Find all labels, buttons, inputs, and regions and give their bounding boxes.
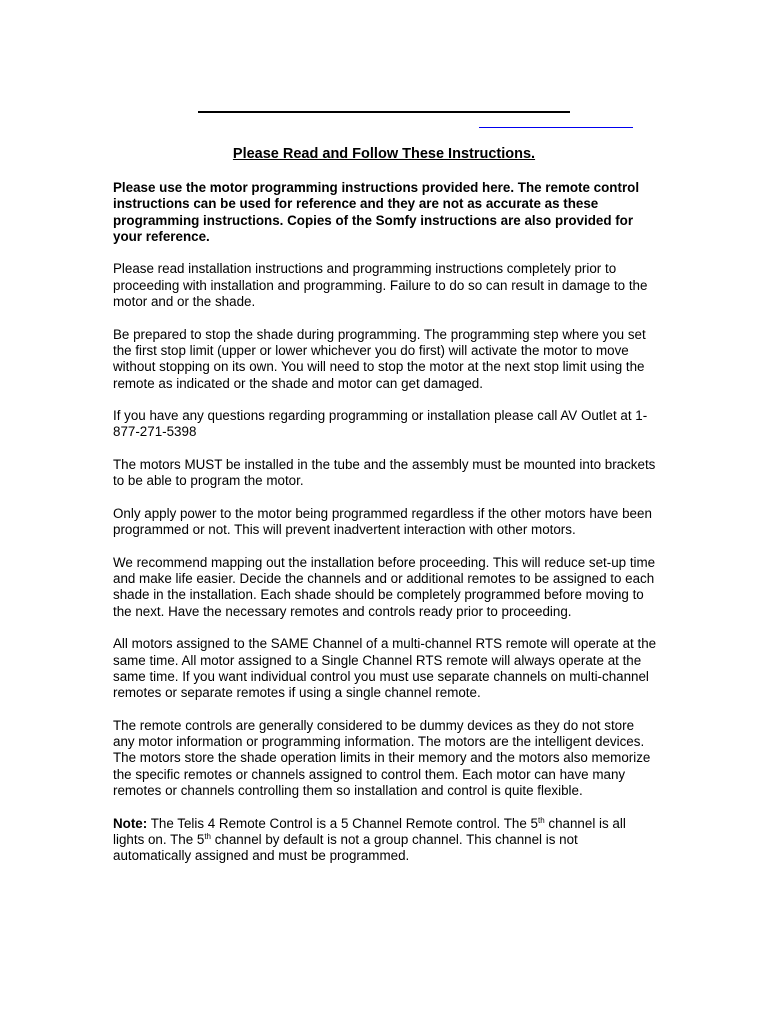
- paragraph-apply-power: Only apply power to the motor being programmed regardless if the other motors have been programmed or not. This will prevent inadvertent interaction with other motors.: [113, 505, 652, 538]
- paragraph-read-instructions: Please read installation instructions and programming instructions completely prior to proceeding with installation and programming. Failure to do so can result in damage to the motor and or the shade.: [113, 261, 648, 310]
- paragraph-mapping: We recommend mapping out the installation before proceeding. This will reduce set-up time and make life easier. Decide the channels and or additional remotes to be assigned to each shade in the installation. Each shade should be completely programmed before moving to the next. Have the necessary remotes and controls ready prior to proceeding.: [113, 554, 656, 619]
- note-paragraph: [113, 816, 658, 865]
- body-text: [113, 180, 658, 881]
- paragraph-remote-controls: The remote controls are generally considered to be dummy devices as they do not store any motor information or programming information. The motors are the intelligent devices. The motors store the shade operation limits in their memory and the motors also memorize the specific remotes or channels assigned to control them. Each motor can have many remotes or channels controlling them so installation and control is quite flexible.: [113, 717, 651, 798]
- header-link-underline[interactable]: [479, 127, 633, 128]
- paragraph-channels: All motors assigned to the SAME Channel of a multi-channel RTS remote will operate at the same time. All motor assigned to a Single Channel RTS remote will always operate at the same time. If you want individual control you must use separate channels on multi-channel remotes or separate remotes if using a single channel remote.: [113, 636, 657, 701]
- note-superscript-1: th: [538, 815, 545, 825]
- note-text-1: The Telis 4 Remote Control is a 5 Channel Remote control. The 5: [147, 815, 538, 831]
- note-label: Note:: [113, 815, 148, 831]
- note-text-3: channel by default is not a group channel. This channel is not automatically assigned and must be programmed.: [113, 831, 578, 864]
- paragraph-contact: If you have any questions regarding programming or installation please call AV Outlet at 1-877-271-5398: [113, 408, 648, 440]
- intro-paragraph: Please use the motor programming instructions provided here. The remote control instructions can be used for reference and they are not as accurate as these programming instructions. Copies of the Somfy instructions are also provided for your reference.: [113, 180, 640, 244]
- note-text-2: channel is all lights on. The 5: [113, 815, 626, 847]
- paragraph-motor-install: The motors MUST be installed in the tube and the assembly must be mounted into brackets to be able to program the motor.: [113, 457, 656, 489]
- paragraph-stop-shade: Be prepared to stop the shade during programming. The programming step where you set the first stop limit (upper or lower whichever you do first) will activate the motor to move without stopping on its own. You will need to stop the motor at the next stop limit using the remote as indicated or the shade and motor can get damaged.: [113, 326, 646, 391]
- header-rule: [198, 111, 570, 113]
- note-superscript-2: th: [204, 831, 211, 841]
- page-title: Please Read and Follow These Instructions.: [232, 146, 536, 162]
